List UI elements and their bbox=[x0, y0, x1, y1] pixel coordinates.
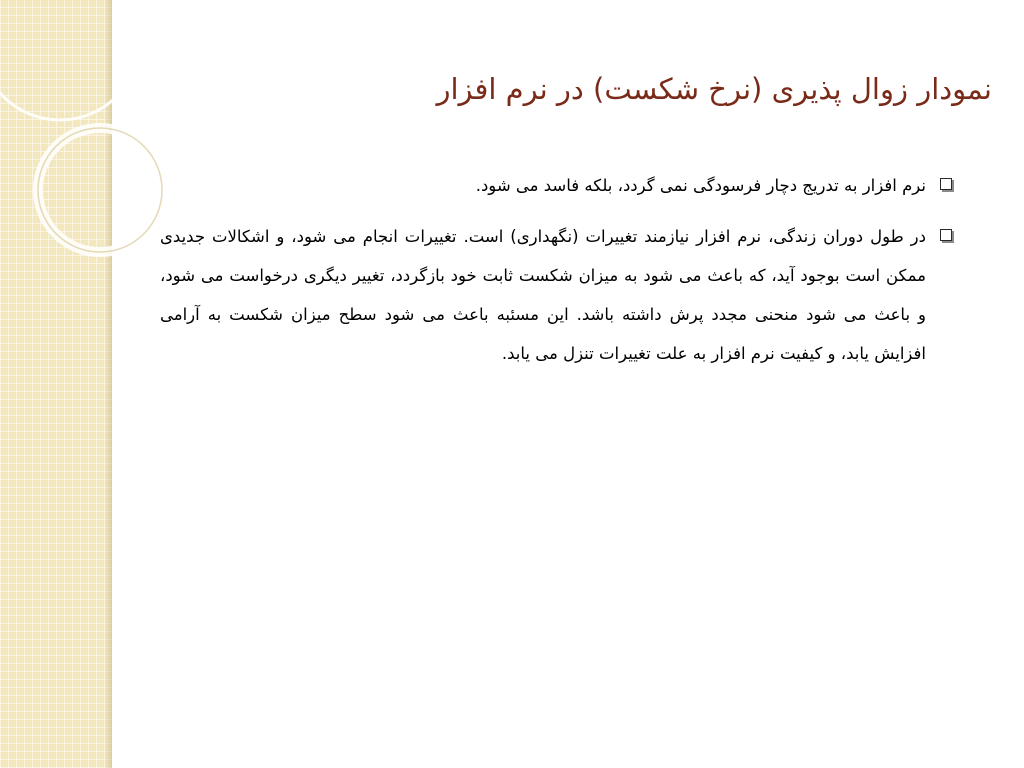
slide-body bbox=[160, 166, 960, 385]
decorative-circle-small-shadow bbox=[38, 128, 162, 252]
bullet-item bbox=[160, 217, 960, 373]
bullet-item bbox=[160, 166, 960, 205]
decorative-circle-large bbox=[0, 0, 140, 120]
checkbox-bullet-icon bbox=[940, 229, 952, 241]
slide-title: نمودار زوال پذیری (نرخ شکست) در نرم افزار bbox=[436, 72, 992, 106]
bullet-text: نرم افزار به تدریج دچار فرسودگی نمی گردد، بلکه فاسد می شود. bbox=[475, 176, 926, 195]
checkbox-bullet-icon bbox=[940, 178, 952, 190]
bullet-text: در طول دوران زندگی، نرم افزار نیازمند تغییرات (نگهداری) است. تغییرات انجام می شود، و اشکالات جدیدی ممکن است بوجود آید، که باعث می شود به میزان شکست ثابت خود بازگردد، تغییر دیگری درخواست می شود، و باعث می شود منحنی مجدد پرش داشته باشد. این مسئبه باعث می شود سطح میزان شکست به آرامی افزایش یابد، و کیفیت نرم افزار به علت تغییرات تنزل می یابد. bbox=[160, 227, 926, 363]
